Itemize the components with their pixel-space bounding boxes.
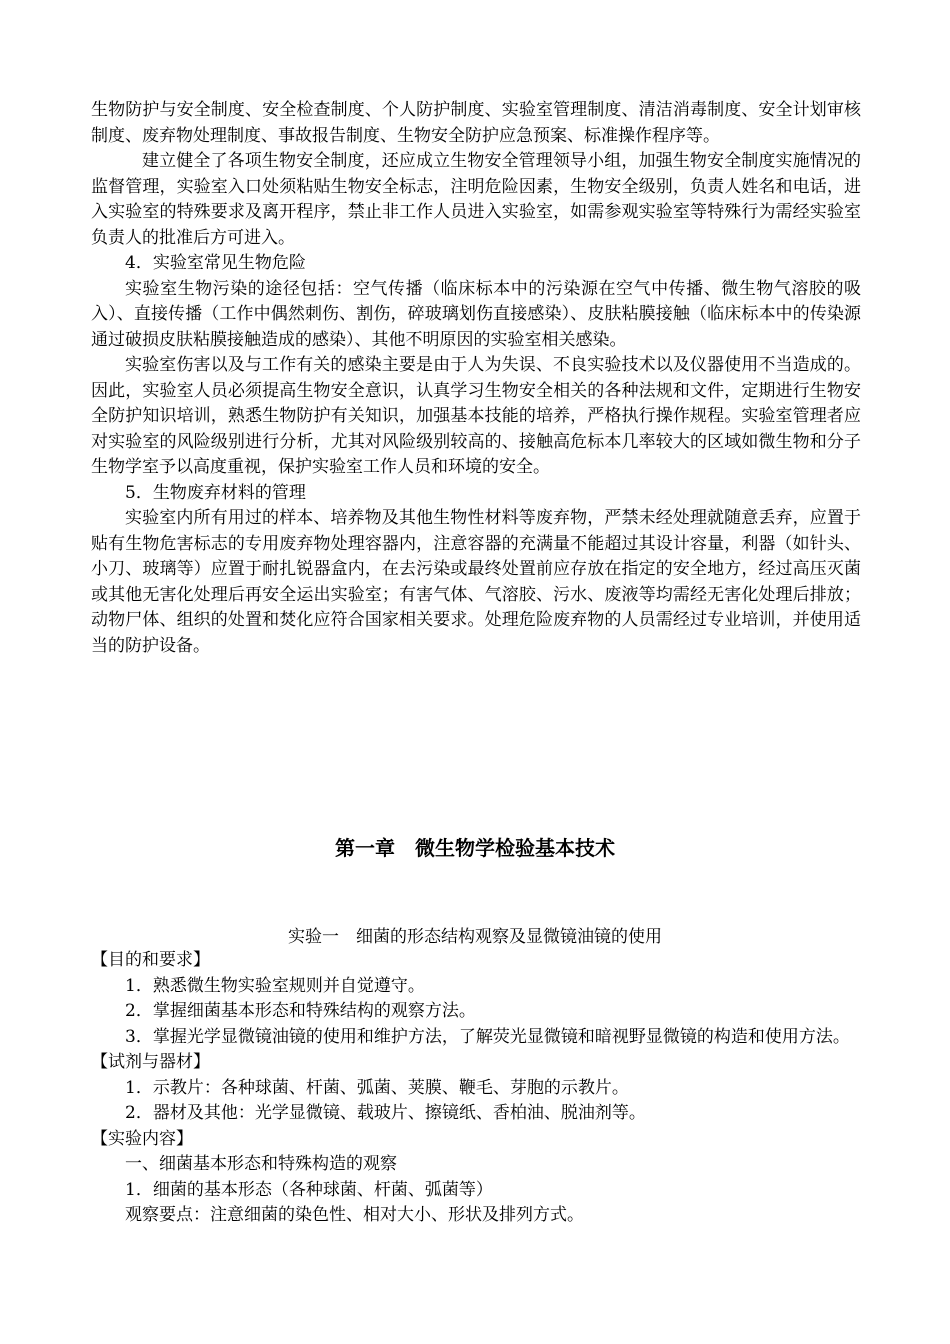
paragraph-contamination-routes: 实验室生物污染的途径包括：空气传播（临床标本中的污染源在空气中传播、微生物气溶胶的吸入）、直接传播（工作中偶然刺伤、割伤，碎玻璃划伤直接感染）、皮肤粘膜接触（临床标本中的传染源通过破损皮肤粘膜接触造成的感染）、其他不明原因的实验室相关感染。 [91,278,861,350]
objective-item-1: 1．熟悉微生物实验室规则并自觉遵守。 [125,975,425,996]
content-item-1: 一、细菌基本形态和特殊构造的观察 [125,1154,397,1174]
section-materials: 【试剂与器材】 [91,1052,210,1072]
content-item-2: 1．细菌的基本形态（各种球菌、杆菌、弧菌等） [125,1179,493,1200]
section-content: 【实验内容】 [91,1128,193,1149]
materials-item-1: 1．示教片：各种球菌、杆菌、弧菌、荚膜、鞭毛、芽胞的示教片。 [125,1077,629,1098]
heading-common-biohazards: 4．实验室常见生物危险 [125,253,306,273]
paragraph-safety-management: 建立健全了各项生物安全制度，还应成立生物安全管理领导小组，加强生物安全制度实施情况的监督管理，实验室入口处须粘贴生物安全标志，注明危险因素，生物安全级别，负责人姓名和电话，进入实验室的特殊要求及离开程序，禁止非工作人员进入实验室，如需参观实验室等特殊行为需经实验室负责人的批准后方可进入。 [91,151,861,248]
paragraph-lab-injury: 实验室伤害以及与工作有关的感染主要是由于人为失误、不良实验技术以及仪器使用不当造成的。因此，实验室人员必须提高生物安全意识，认真学习生物安全相关的各种法规和文件，定期进行生物安全防护知识培训，熟悉生物防护有关知识，加强基本技能的培养，严格执行操作规程。实验室管理者应对实验室的风险级别进行分析，尤其对风险级别较高的、接触高危标本几率较大的区域如微生物和分子生物学室予以高度重视，保护实验室工作人员和环境的安全。 [91,355,861,477]
heading-waste-management: 5．生物废弃材料的管理 [125,482,306,503]
top-text-block [91,98,861,659]
chapter-title: 第一章 微生物学检验基本技术 [335,836,615,860]
paragraph-waste-handling: 实验室内所有用过的样本、培养物及其他生物性材料等废弃物，严禁未经处理就随意丢弃，应置于贴有生物危害标志的专用废弃物处理容器内，注意容器的充满量不能超过其设计容量，利器（如针头、小刀、玻璃等）应置于耐扎锐器盒内，在去污染或最终处置前应存放在指定的安全地方，经过高压灭菌或其他无害化处理后再安全运出实验室；有害气体、气溶胶、污水、废液等均需经无害化处理后排放；动物尸体、组织的处置和焚化应符合国家相关要求。处理危险废弃物的人员需经过专业培训，并使用适当的防护设备。 [91,508,861,656]
materials-item-2: 2．器材及其他：光学显微镜、载玻片、擦镜纸、香柏油、脱油剂等。 [125,1103,646,1123]
section-objectives: 【目的和要求】 [91,950,210,970]
experiment-text-block [91,948,861,1229]
experiment-title: 实验一 细菌的形态结构观察及显微镜油镜的使用 [288,927,662,947]
objective-item-3: 3．掌握光学显微镜油镜的使用和维护方法，了解荧光显微镜和暗视野显微镜的构造和使用方法。 [125,1026,850,1047]
objective-item-2: 2．掌握细菌基本形态和特殊结构的观察方法。 [125,1001,476,1021]
content-item-3: 观察要点：注意细菌的染色性、相对大小、形状及排列方式。 [125,1205,584,1225]
paragraph-safety-systems: 生物防护与安全制度、安全检查制度、个人防护制度、实验室管理制度、清洁消毒制度、安全计划审核制度、废弃物处理制度、事故报告制度、生物安全防护应急预案、标准操作程序等。 [91,100,861,146]
